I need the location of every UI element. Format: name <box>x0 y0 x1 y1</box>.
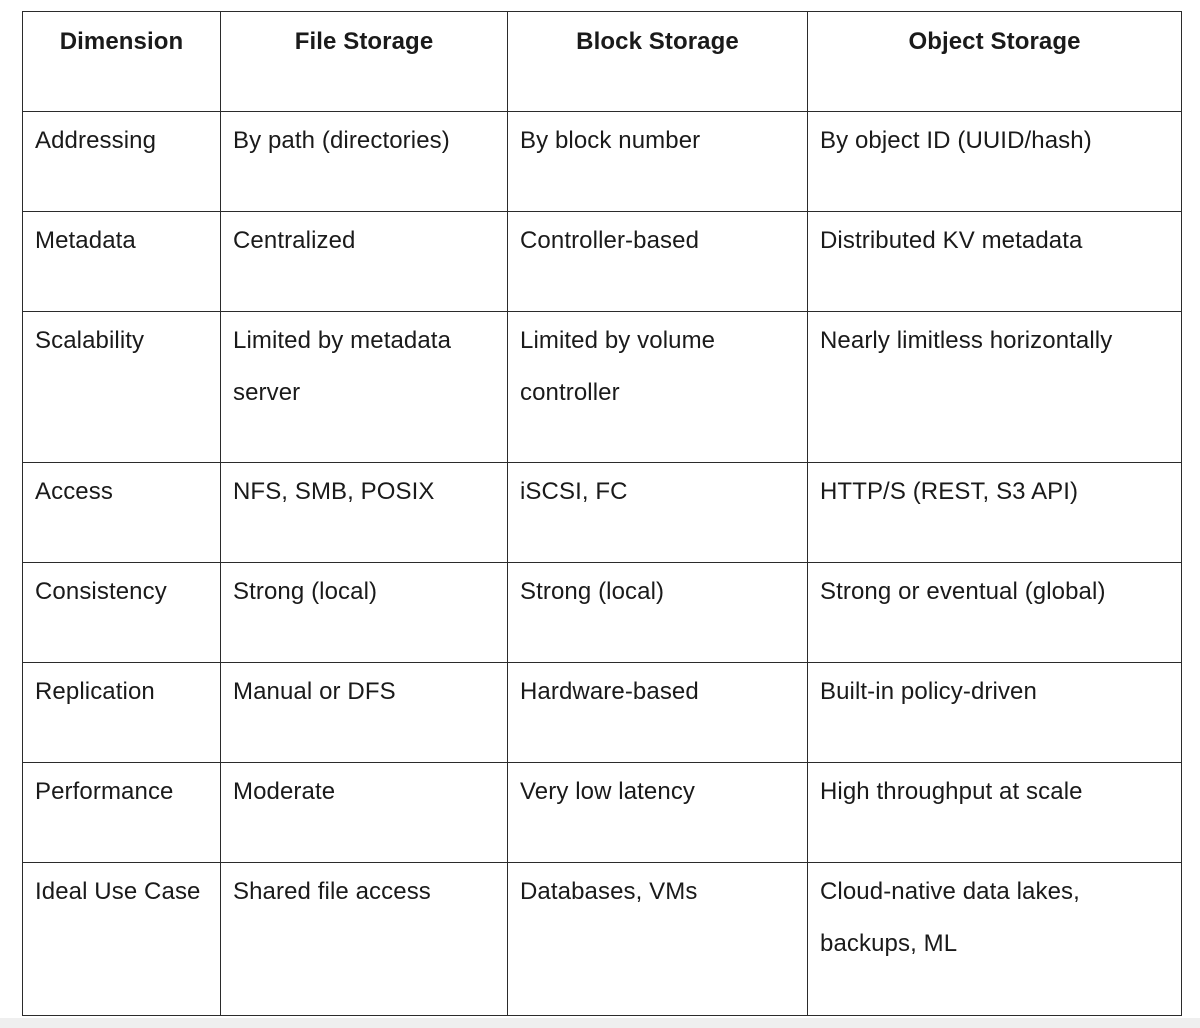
cell-object: HTTP/S (REST, S3 API) <box>808 463 1182 563</box>
cell-block: By block number <box>508 112 808 212</box>
cell-block <box>508 312 808 463</box>
cell-file: Strong (local) <box>221 563 508 663</box>
cell-file: Centralized <box>221 212 508 312</box>
cell-line: backups, ML <box>820 930 958 957</box>
table-header-row <box>23 12 1182 112</box>
cell-line: controller <box>520 379 620 406</box>
cell-object: By object ID (UUID/hash) <box>808 112 1182 212</box>
cell-dimension: Replication <box>23 663 221 763</box>
table-row <box>23 463 1182 563</box>
cell-file: Moderate <box>221 763 508 863</box>
cell-dimension: Scalability <box>23 312 221 463</box>
cell-dimension: Addressing <box>23 112 221 212</box>
cell-block: Very low latency <box>508 763 808 863</box>
cell-line: Limited by volume <box>520 327 716 354</box>
cell-file: Manual or DFS <box>221 663 508 763</box>
cell-dimension: Access <box>23 463 221 563</box>
cell-file: NFS, SMB, POSIX <box>221 463 508 563</box>
cell-object: Distributed KV metadata <box>808 212 1182 312</box>
cell-block: Databases, VMs <box>508 863 808 1016</box>
cell-dimension: Metadata <box>23 212 221 312</box>
cell-dimension: Ideal Use Case <box>23 863 221 1016</box>
table-row <box>23 212 1182 312</box>
header-object-storage: Object Storage <box>808 12 1182 112</box>
cell-file <box>221 312 508 463</box>
header-dimension: Dimension <box>23 12 221 112</box>
cell-line: server <box>233 379 301 406</box>
cell-object <box>808 863 1182 1016</box>
cell-file: Shared file access <box>221 863 508 1016</box>
table-row <box>23 112 1182 212</box>
cell-object: Strong or eventual (global) <box>808 563 1182 663</box>
cell-object: High throughput at scale <box>808 763 1182 863</box>
page-bottom-edge <box>0 1018 1200 1028</box>
table-row <box>23 763 1182 863</box>
header-block-storage: Block Storage <box>508 12 808 112</box>
table-row <box>23 563 1182 663</box>
table-row <box>23 312 1182 463</box>
cell-block: Hardware-based <box>508 663 808 763</box>
cell-block: iSCSI, FC <box>508 463 808 563</box>
cell-dimension: Consistency <box>23 563 221 663</box>
header-file-storage: File Storage <box>221 12 508 112</box>
cell-line: Limited by metadata <box>233 327 452 354</box>
cell-dimension: Performance <box>23 763 221 863</box>
table-row <box>23 863 1182 1016</box>
cell-object: Built-in policy-driven <box>808 663 1182 763</box>
cell-line: Cloud-native data lakes, <box>820 878 1080 905</box>
cell-block: Controller-based <box>508 212 808 312</box>
storage-comparison-table <box>22 11 1182 1016</box>
table-row <box>23 663 1182 763</box>
cell-object: Nearly limitless horizontally <box>808 312 1182 463</box>
cell-file: By path (directories) <box>221 112 508 212</box>
cell-block: Strong (local) <box>508 563 808 663</box>
